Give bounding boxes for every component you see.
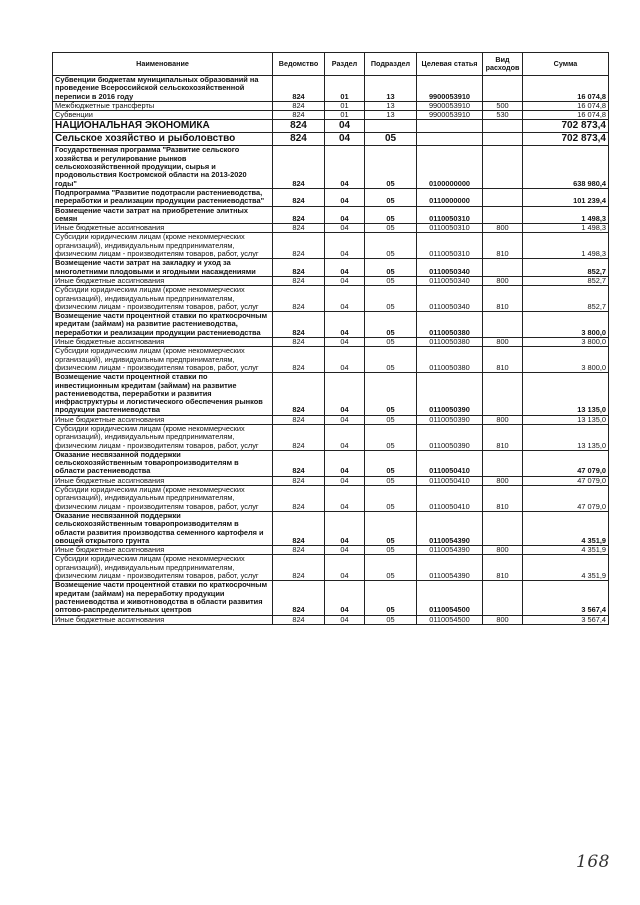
row-target-article-cell: 0110050380 [417, 338, 483, 347]
row-target-article-cell: 0110054500 [417, 581, 483, 615]
row-subsection-cell: 05 [365, 486, 417, 512]
row-expense-type-cell: 810 [483, 233, 523, 259]
row-subsection-cell: 05 [365, 347, 417, 373]
row-section-cell: 04 [325, 146, 365, 188]
row-department-cell: 824 [273, 146, 325, 188]
table-row [53, 615, 609, 624]
row-expense-type-cell: 800 [483, 338, 523, 347]
row-expense-type-cell: 800 [483, 615, 523, 624]
row-subsection-cell: 05 [365, 133, 417, 146]
row-expense-type-cell [483, 259, 523, 277]
row-amount-cell: 4 351,9 [523, 555, 609, 581]
row-section-cell: 04 [325, 373, 365, 415]
row-expense-type-cell: 800 [483, 276, 523, 285]
row-expense-type-cell: 810 [483, 555, 523, 581]
row-name-cell: Иные бюджетные ассигнования [53, 276, 273, 285]
row-name-cell: Субсидии юридическим лицам (кроме некоммерческих организаций), индивидуальным предпринимателям, физическим лицам - производителям товаров, работ, услуг [53, 555, 273, 581]
row-subsection-cell: 13 [365, 101, 417, 110]
column-header-department: Ведомство [273, 53, 325, 76]
row-section-cell: 04 [325, 224, 365, 233]
table-row [53, 546, 609, 555]
row-target-article-cell: 0100000000 [417, 146, 483, 188]
row-amount-cell: 16 074,8 [523, 76, 609, 102]
table-row [53, 450, 609, 476]
row-name-cell: Иные бюджетные ассигнования [53, 415, 273, 424]
row-name-cell: Возмещение части затрат на приобретение элитных семян [53, 206, 273, 224]
table-row [53, 224, 609, 233]
row-section-cell: 04 [325, 188, 365, 206]
row-section-cell: 04 [325, 546, 365, 555]
row-amount-cell: 4 351,9 [523, 511, 609, 545]
row-department-cell: 824 [273, 450, 325, 476]
row-section-cell: 04 [325, 486, 365, 512]
row-target-article-cell: 0110050310 [417, 224, 483, 233]
table-header-row [53, 53, 609, 76]
row-subsection-cell: 05 [365, 146, 417, 188]
row-subsection-cell: 05 [365, 476, 417, 485]
table-row [53, 276, 609, 285]
row-department-cell: 824 [273, 424, 325, 450]
table-row [53, 486, 609, 512]
table-row [53, 415, 609, 424]
row-target-article-cell: 9900053910 [417, 101, 483, 110]
row-department-cell: 824 [273, 286, 325, 312]
row-subsection-cell: 05 [365, 424, 417, 450]
row-name-cell: Возмещение части процентной ставки по инвестиционным кредитам (займам) на развитие растениеводства, переработки и развития инфраструктуры и логистического обеспечения рынков продукции растениеводства [53, 373, 273, 415]
row-department-cell: 824 [273, 276, 325, 285]
row-name-cell: Субсидии юридическим лицам (кроме некоммерческих организаций), индивидуальным предпринимателям, физическим лицам - производителям товаров, работ, услуг [53, 347, 273, 373]
row-subsection-cell: 05 [365, 188, 417, 206]
row-amount-cell: 3 567,4 [523, 581, 609, 615]
row-target-article-cell: 0110050380 [417, 312, 483, 338]
row-amount-cell: 16 074,8 [523, 111, 609, 120]
row-section-cell: 04 [325, 581, 365, 615]
row-department-cell: 824 [273, 206, 325, 224]
row-name-cell: Иные бюджетные ассигнования [53, 338, 273, 347]
row-expense-type-cell: 800 [483, 224, 523, 233]
row-amount-cell: 13 135,0 [523, 415, 609, 424]
table-row [53, 146, 609, 188]
row-expense-type-cell [483, 206, 523, 224]
row-target-article-cell: 0110050390 [417, 424, 483, 450]
table-row [53, 259, 609, 277]
row-section-cell: 04 [325, 615, 365, 624]
table-row [53, 206, 609, 224]
column-header-target-article: Целевая статья [417, 53, 483, 76]
row-expense-type-cell [483, 511, 523, 545]
row-department-cell: 824 [273, 233, 325, 259]
row-section-cell: 04 [325, 233, 365, 259]
row-subsection-cell: 05 [365, 450, 417, 476]
row-section-cell: 04 [325, 286, 365, 312]
row-amount-cell: 1 498,3 [523, 206, 609, 224]
row-expense-type-cell [483, 373, 523, 415]
row-section-cell: 04 [325, 424, 365, 450]
row-name-cell: Возмещение части процентной ставки по краткосрочным кредитам (займам) на переработку продукции растениеводства и животноводства в области развития оптово-распределительных центров [53, 581, 273, 615]
row-target-article-cell: 9900053910 [417, 76, 483, 102]
row-section-cell: 04 [325, 338, 365, 347]
row-target-article-cell: 0110050410 [417, 486, 483, 512]
row-target-article-cell: 0110050340 [417, 276, 483, 285]
row-target-article-cell [417, 120, 483, 133]
row-expense-type-cell: 800 [483, 415, 523, 424]
row-amount-cell: 3 800,0 [523, 347, 609, 373]
row-amount-cell: 852,7 [523, 276, 609, 285]
row-department-cell: 824 [273, 415, 325, 424]
row-subsection-cell [365, 120, 417, 133]
row-name-cell: Иные бюджетные ассигнования [53, 224, 273, 233]
row-expense-type-cell: 800 [483, 476, 523, 485]
row-name-cell: Субсидии юридическим лицам (кроме некоммерческих организаций), индивидуальным предпринимателям, физическим лицам - производителям товаров, работ, услуг [53, 286, 273, 312]
row-target-article-cell: 0110054390 [417, 555, 483, 581]
row-name-cell: НАЦИОНАЛЬНАЯ ЭКОНОМИКА [53, 120, 273, 133]
row-section-cell: 01 [325, 76, 365, 102]
row-amount-cell: 852,7 [523, 259, 609, 277]
table-row [53, 511, 609, 545]
table-row [53, 373, 609, 415]
row-department-cell: 824 [273, 511, 325, 545]
row-amount-cell: 638 980,4 [523, 146, 609, 188]
row-subsection-cell: 05 [365, 615, 417, 624]
row-department-cell: 824 [273, 546, 325, 555]
row-expense-type-cell: 810 [483, 424, 523, 450]
row-expense-type-cell [483, 133, 523, 146]
row-subsection-cell: 13 [365, 76, 417, 102]
row-target-article-cell: 0110050390 [417, 415, 483, 424]
row-target-article-cell: 0110000000 [417, 188, 483, 206]
row-department-cell: 824 [273, 188, 325, 206]
row-section-cell: 04 [325, 511, 365, 545]
row-department-cell: 824 [273, 373, 325, 415]
row-department-cell: 824 [273, 76, 325, 102]
row-subsection-cell: 05 [365, 373, 417, 415]
row-amount-cell: 1 498,3 [523, 233, 609, 259]
row-amount-cell: 16 074,8 [523, 101, 609, 110]
row-subsection-cell: 05 [365, 206, 417, 224]
table-body [53, 76, 609, 625]
row-subsection-cell: 05 [365, 286, 417, 312]
row-amount-cell: 47 079,0 [523, 476, 609, 485]
row-subsection-cell: 05 [365, 415, 417, 424]
budget-table [52, 52, 609, 625]
row-name-cell: Оказание несвязанной поддержки сельскохозяйственным товаропроизводителям в области растениеводства [53, 450, 273, 476]
row-name-cell: Субсидии юридическим лицам (кроме некоммерческих организаций), индивидуальным предпринимателям, физическим лицам - производителям товаров, работ, услуг [53, 424, 273, 450]
row-section-cell: 04 [325, 312, 365, 338]
row-section-cell: 04 [325, 450, 365, 476]
row-name-cell: Возмещение части затрат на закладку и уход за многолетними плодовыми и ягодными насаждениями [53, 259, 273, 277]
row-section-cell: 04 [325, 555, 365, 581]
row-section-cell: 01 [325, 101, 365, 110]
row-target-article-cell: 0110050410 [417, 450, 483, 476]
row-subsection-cell: 05 [365, 312, 417, 338]
row-amount-cell: 13 135,0 [523, 373, 609, 415]
row-target-article-cell: 0110050340 [417, 259, 483, 277]
row-section-cell: 04 [325, 206, 365, 224]
row-department-cell: 824 [273, 615, 325, 624]
table-row [53, 101, 609, 110]
row-department-cell: 824 [273, 486, 325, 512]
row-amount-cell: 13 135,0 [523, 424, 609, 450]
row-amount-cell: 3 800,0 [523, 338, 609, 347]
column-header-section: Раздел [325, 53, 365, 76]
table-row [53, 120, 609, 133]
row-department-cell: 824 [273, 476, 325, 485]
row-name-cell: Иные бюджетные ассигнования [53, 546, 273, 555]
row-section-cell: 04 [325, 276, 365, 285]
row-department-cell: 824 [273, 259, 325, 277]
row-expense-type-cell [483, 581, 523, 615]
row-expense-type-cell: 810 [483, 486, 523, 512]
row-amount-cell: 101 239,4 [523, 188, 609, 206]
table-row [53, 286, 609, 312]
row-department-cell: 824 [273, 224, 325, 233]
row-department-cell: 824 [273, 133, 325, 146]
row-subsection-cell: 05 [365, 581, 417, 615]
column-header-subsection: Подраздел [365, 53, 417, 76]
row-amount-cell: 3 567,4 [523, 615, 609, 624]
row-expense-type-cell [483, 76, 523, 102]
row-subsection-cell: 05 [365, 276, 417, 285]
table-row [53, 188, 609, 206]
row-name-cell: Иные бюджетные ассигнования [53, 615, 273, 624]
table-row [53, 133, 609, 146]
row-name-cell: Подпрограмма "Развитие подотрасли растениеводства, переработки и реализации продукции растениеводства" [53, 188, 273, 206]
row-section-cell: 04 [325, 259, 365, 277]
row-subsection-cell: 05 [365, 224, 417, 233]
row-target-article-cell: 0110054390 [417, 511, 483, 545]
row-section-cell: 04 [325, 415, 365, 424]
row-subsection-cell: 05 [365, 259, 417, 277]
row-target-article-cell: 0110050390 [417, 373, 483, 415]
table-row [53, 338, 609, 347]
column-header-name: Наименование [53, 53, 273, 76]
table-row [53, 347, 609, 373]
row-department-cell: 824 [273, 312, 325, 338]
table-row [53, 424, 609, 450]
row-amount-cell: 1 498,3 [523, 224, 609, 233]
row-expense-type-cell: 810 [483, 347, 523, 373]
row-name-cell: Межбюджетные трансферты [53, 101, 273, 110]
row-expense-type-cell [483, 146, 523, 188]
row-target-article-cell: 0110054390 [417, 546, 483, 555]
row-expense-type-cell: 800 [483, 546, 523, 555]
row-department-cell: 824 [273, 111, 325, 120]
row-target-article-cell: 0110050380 [417, 347, 483, 373]
row-section-cell: 04 [325, 476, 365, 485]
table-row [53, 76, 609, 102]
row-subsection-cell: 05 [365, 546, 417, 555]
row-target-article-cell [417, 133, 483, 146]
row-expense-type-cell [483, 188, 523, 206]
row-department-cell: 824 [273, 581, 325, 615]
row-department-cell: 824 [273, 120, 325, 133]
table-row [53, 312, 609, 338]
table-row [53, 111, 609, 120]
page-number: 168 [576, 852, 610, 872]
row-department-cell: 824 [273, 555, 325, 581]
row-expense-type-cell [483, 450, 523, 476]
row-subsection-cell: 05 [365, 338, 417, 347]
row-target-article-cell: 9900053910 [417, 111, 483, 120]
row-name-cell: Возмещение части процентной ставки по краткосрочным кредитам (займам) на развитие растениеводства, переработки и реализации продукции растениеводства [53, 312, 273, 338]
row-section-cell: 04 [325, 120, 365, 133]
row-expense-type-cell: 500 [483, 101, 523, 110]
row-section-cell: 04 [325, 133, 365, 146]
row-name-cell: Государственная программа "Развитие сельского хозяйства и регулирование рынков сельскохозяйственной продукции, сырья и продовольствия Костромской области на 2013-2020 годы" [53, 146, 273, 188]
row-amount-cell: 47 079,0 [523, 486, 609, 512]
row-name-cell: Сельское хозяйство и рыболовство [53, 133, 273, 146]
row-department-cell: 824 [273, 347, 325, 373]
row-expense-type-cell [483, 120, 523, 133]
row-expense-type-cell: 810 [483, 286, 523, 312]
row-subsection-cell: 13 [365, 111, 417, 120]
row-section-cell: 01 [325, 111, 365, 120]
row-name-cell: Субвенции бюджетам муниципальных образований на проведение Всероссийской сельскохозяйственной переписи в 2016 году [53, 76, 273, 102]
column-header-expense-type: Вид расходов [483, 53, 523, 76]
column-header-amount: Сумма [523, 53, 609, 76]
row-target-article-cell: 0110050310 [417, 233, 483, 259]
table-row [53, 233, 609, 259]
row-expense-type-cell [483, 312, 523, 338]
row-amount-cell: 47 079,0 [523, 450, 609, 476]
row-target-article-cell: 0110054500 [417, 615, 483, 624]
table-row [53, 476, 609, 485]
row-subsection-cell: 05 [365, 511, 417, 545]
row-name-cell: Субсидии юридическим лицам (кроме некоммерческих организаций), индивидуальным предпринимателям, физическим лицам - производителям товаров, работ, услуг [53, 486, 273, 512]
row-department-cell: 824 [273, 338, 325, 347]
row-target-article-cell: 0110050310 [417, 206, 483, 224]
row-amount-cell: 852,7 [523, 286, 609, 312]
row-name-cell: Субвенции [53, 111, 273, 120]
row-amount-cell: 3 800,0 [523, 312, 609, 338]
row-subsection-cell: 05 [365, 233, 417, 259]
row-name-cell: Субсидии юридическим лицам (кроме некоммерческих организаций), индивидуальным предпринимателям, физическим лицам - производителям товаров, работ, услуг [53, 233, 273, 259]
row-target-article-cell: 0110050410 [417, 476, 483, 485]
table-row [53, 581, 609, 615]
row-section-cell: 04 [325, 347, 365, 373]
row-amount-cell: 702 873,4 [523, 133, 609, 146]
table-row [53, 555, 609, 581]
row-amount-cell: 4 351,9 [523, 546, 609, 555]
row-name-cell: Оказание несвязанной поддержки сельскохозяйственным товаропроизводителям в области развития производства семенного картофеля и овощей открытого грунта [53, 511, 273, 545]
row-expense-type-cell: 530 [483, 111, 523, 120]
row-subsection-cell: 05 [365, 555, 417, 581]
row-department-cell: 824 [273, 101, 325, 110]
row-target-article-cell: 0110050340 [417, 286, 483, 312]
row-amount-cell: 702 873,4 [523, 120, 609, 133]
row-name-cell: Иные бюджетные ассигнования [53, 476, 273, 485]
